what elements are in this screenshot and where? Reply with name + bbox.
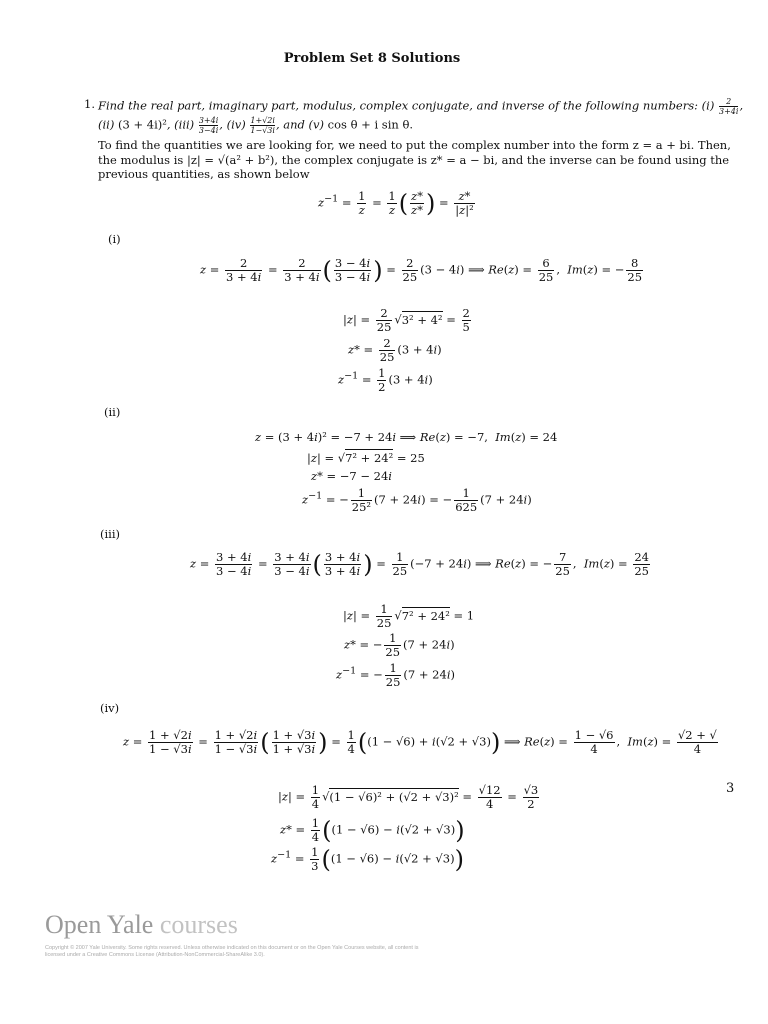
equation-iii-main: z = $\frac{3 + 4i}{3 - 4i}$ = $\frac{3 + 4i}{3 - 4i}$ ( $\frac{3 + 4i}{3 + 4i}$ ) = $\frac{1}{25}$ (−7 + 24i) ⟹ Re(z) = − $\frac{7}{25}$ , Im(z) = $\frac{24}{25}$ xyxy=(190,550,649,579)
intro-line-2: the modulus is |z| = √(a² + b²), the complex conjugate is z* = a − bi, and the inverse can be found using the xyxy=(98,152,730,167)
label-i: (i) xyxy=(108,232,121,246)
equation-iv-main: z = $\frac{1 + √2i}{1 - √3i}$ = $\frac{1 + √2i}{1 - √3i}$ ( $\frac{1 + √3i}{1 + √3i}$ ) = $\frac{1}{4}$ ((1 − √6) + i(√2 + √3)) ⟹ Re(z) = $\frac{1 - √6}{4}$ , Im(z) = $\frac{√2 + √}{4}$ xyxy=(123,728,717,757)
page-title: Problem Set 8 Solutions xyxy=(283,51,461,66)
equation-iv-inverse: $z^{-1}$ = $\frac{1}{3}$ ((1 − √6) − i(√2 + √3)) xyxy=(271,845,464,874)
equation-ii-modulus: |z| = √7² + 24² = 25 xyxy=(307,451,425,465)
equation-i-inverse: $z^{-1}$ = $\frac{1}{2}$ (3 + 4i) xyxy=(338,366,433,394)
equation-i-conjugate: z* = $\frac{2}{25}$ (3 + 4i) xyxy=(348,336,442,364)
intro-line-3: previous quantities, as shown below xyxy=(98,167,310,181)
statement-text: Find the real part, imaginary part, modulus, complex conjugate, and inverse of the following numbers: (i) xyxy=(98,98,718,113)
equation-iv-conjugate: z* = $\frac{1}{4}$ ((1 − √6) − i(√2 + √3)) xyxy=(280,816,465,845)
open-yale-logo: Open Yale courses xyxy=(45,910,238,939)
problem-number: 1. xyxy=(84,97,95,111)
equation-ii-main: z = (3 + 4i)² = −7 + 24i ⟹ Re(z) = −7, Im(z) = 24 xyxy=(255,430,558,444)
equation-i-modulus: |z| = $\frac{2}{25}$ √3² + 4² = $\frac{2}{5}$ xyxy=(343,306,470,334)
intro-line-1: To find the quantities we are looking for, we need to put the complex number into the form z = a + bi. Then, xyxy=(98,138,731,152)
equation-iv-modulus: |z| = $\frac{1}{4}$ √(1 − √6)² + (√2 + √3)² = $\frac{√12}{4}$ = $\frac{√3}{2}$ xyxy=(278,783,539,811)
intro-paragraph xyxy=(98,138,731,182)
equation-iii-conjugate: z* = − $\frac{1}{25}$ (7 + 24i) xyxy=(344,631,455,659)
fraction-i: $\frac{2}{3+4i}$ xyxy=(718,97,739,116)
label-iv: (iv) xyxy=(100,701,120,715)
page-number: 3 xyxy=(726,781,735,796)
equation-ii-inverse: $z^{-1}$ = − $\frac{1}{\text{25²}}$ (7 + 24i) = − $\frac{1}{625}$ (7 + 24i) xyxy=(302,486,532,514)
problem-statement: Find the real part, imaginary part, modulus, complex conjugate, and inverse of the following numbers: (i) $\frac{2}{3+4i}$ , (ii) (3 + 4i)², (iii) $\frac{3+4i}{3-4i}$ , (iv) $\frac{1+√2i}{1-√3i}$ , and (v) cos θ + i sin θ. xyxy=(98,97,744,135)
copyright-notice: Copyright © 2007 Yale University. Some rights reserved. Unless otherwise indicated on this document or on the Open Yale Courses website, all content is licensed under a Creative Commons License (Attribution-NonCommercial-ShareAlike 3.0). xyxy=(45,945,419,958)
equation-iii-inverse: $z^{-1}$ = − $\frac{1}{25}$ (7 + 24i) xyxy=(336,661,455,689)
inverse-formula: $z^{-1}$ = $\frac{1}{z}$ = $\frac{1}{z}$ ( $\frac{z*}{z*}$ ) = $\frac{z*}{\text{|z|²}}$ xyxy=(318,189,474,218)
equation-iii-modulus: |z| = $\frac{1}{25}$ √7² + 24² = 1 xyxy=(343,602,475,630)
equation-ii-conjugate: z* = −7 − 24i xyxy=(311,469,392,483)
label-ii: (ii) xyxy=(104,405,121,419)
label-iii: (iii) xyxy=(100,527,121,541)
equation-i-main: z = $\frac{2}{3 + 4i}$ = $\frac{2}{3 + 4i}$ ( $\frac{3 - 4i}{3 - 4i}$ ) = $\frac{2}{25}$ (3 − 4i) ⟹ Re(z) = $\frac{6}{25}$ , Im(z) = − $\frac{8}{25}$ xyxy=(200,256,643,285)
